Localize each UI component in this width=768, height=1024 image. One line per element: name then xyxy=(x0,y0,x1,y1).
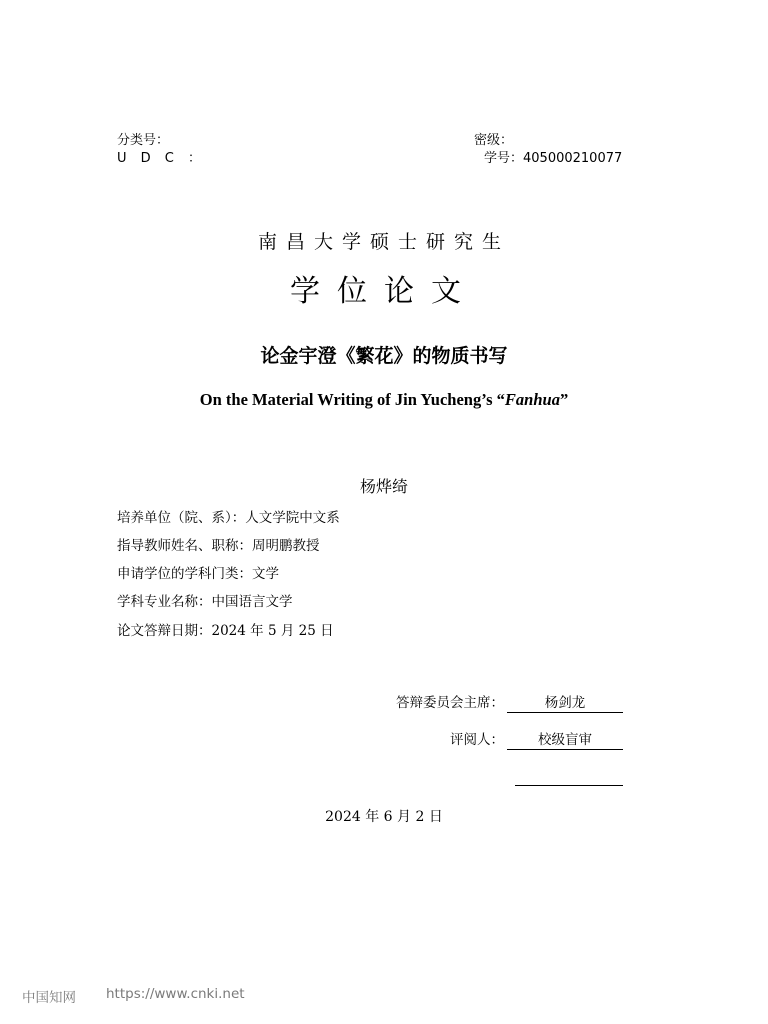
thesis-title-zh: 论金宇澄《繁花》的物质书写 xyxy=(260,345,508,367)
secrecy-label: 密级： xyxy=(474,133,514,148)
info-advisor: 指导教师姓名、职称：周明鹏教授 xyxy=(117,538,320,554)
title-en-prefix: On the Material Writing of Jin Yucheng’s “ xyxy=(199,390,505,409)
student-id: 学号：405000210077 xyxy=(484,151,623,166)
submission-date: 2024 年 6 月 2 日 xyxy=(325,809,443,825)
reviewer-value: 校级盲审 xyxy=(507,731,623,750)
author-name: 杨烨绮 xyxy=(359,477,408,496)
reviewer-label: 评阅人： xyxy=(450,732,504,748)
signature-line xyxy=(515,784,623,786)
info-major: 学科专业名称：中国语言文学 xyxy=(117,594,293,610)
info-defense-date: 论文答辩日期：2024 年 5 月 25 日 xyxy=(117,623,334,639)
classification-label: 分类号： xyxy=(117,133,170,148)
cnki-url: https://www.cnki.net xyxy=(106,986,245,1002)
university-name: 南昌大学硕士研究生 xyxy=(257,231,510,253)
cnki-logo: 中国知网 xyxy=(22,990,76,1006)
chair-label: 答辩委员会主席： xyxy=(396,695,504,711)
info-unit: 培养单位（院、系）：人文学院中文系 xyxy=(117,510,340,526)
chair-value: 杨剑龙 xyxy=(507,694,623,713)
title-en-italic: Fanhua xyxy=(504,390,560,409)
title-en-suffix: ” xyxy=(559,390,569,409)
udc-label: U D C ： xyxy=(117,151,206,166)
thesis-title-en xyxy=(0,390,768,410)
degree-title: 学位论文 xyxy=(290,274,478,309)
info-discipline: 申请学位的学科门类：文学 xyxy=(117,566,279,582)
